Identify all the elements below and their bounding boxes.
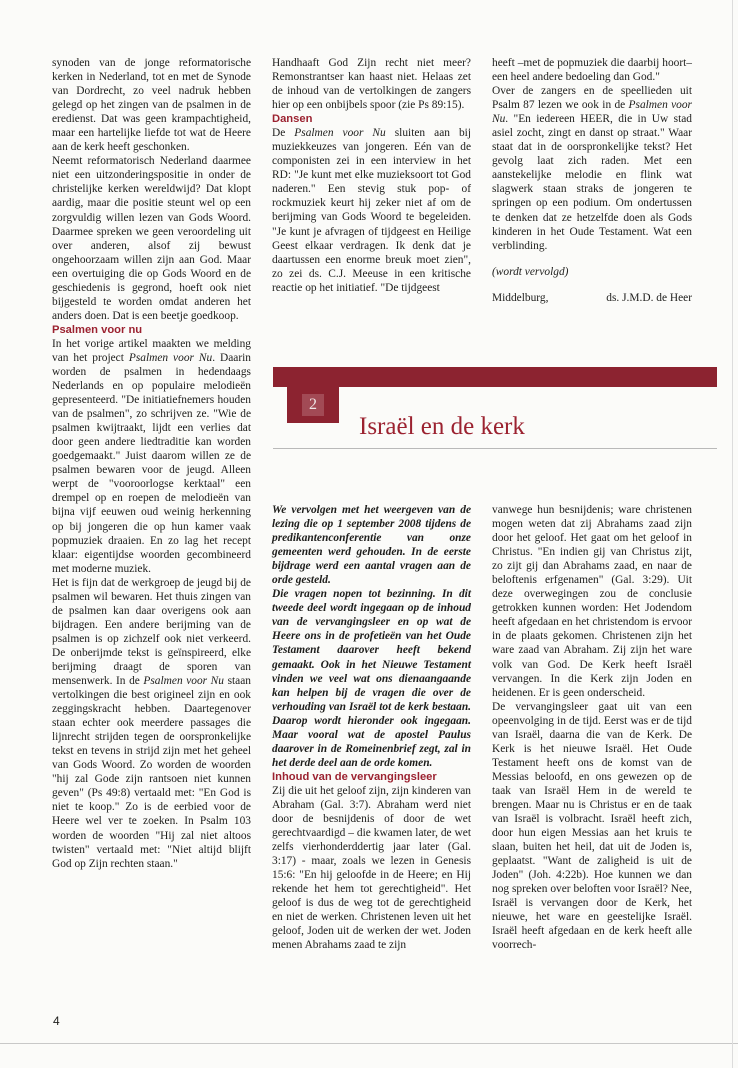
heading-inhoud-vervangingsleer: Inhoud van de vervangingsleer: [272, 770, 437, 783]
signature: [492, 291, 692, 305]
page-number: 4: [53, 1014, 60, 1028]
col2-paragraph-1: Handhaaft God Zijn recht niet meer? Remonstrantser kan haast niet. Helaas zet de inhoud van de vertolkingen de zangers hier op een onbijbels spoor (zie Ps 89:15).: [272, 57, 471, 112]
column-5: [492, 503, 692, 953]
col1-paragraph-3: In het vorige artikel maakten we melding van het project Psalmen voor Nu. Daarin worden de psalmen in hedendaags Nederlands en op populaire melodieën gepresenteerd. "De initiatiefnemers houden van de psalmen", zo schrijven ze. "Wie de psalmen kwijtraakt, lijdt een verlies dat door geen andere liedtraditie kan worden goedgemaakt." Juist daarom willen ze de psalmen bewaren voor de jeugd. Alleen werpt de "vooroorlogse kerktaal" een drempel op en roepen de melodieën van bijna vijf eeuwen oud weinig herkenning op bij jongeren die op hun kamer vaak popmuziek draaien. En zo lag het recept klaar: eigentijdse woorden gecombineerd met moderne muziek.: [52, 337, 252, 575]
banner-bar: [273, 367, 717, 387]
col1-paragraph-2: Neemt reformatorisch Nederland daarmee niet een uitzonderingspositie in onder de christelijke kerken wereldwijd? Dat klopt aardig, maar die positie steunt wel op een zorgvuldig willen lezen van Gods Woord. Daarmee spreken we geen veroordeling uit over anderen, alsof zij bewust ongehoorzaam willen zijn aan God. Maar een overtuiging die op Gods Woord en de geschiedenis is gegrond, hoeft ook niet bijgesteld te worden omdat anderen het anders doen. Dat is een beetje goedkoop.: [52, 155, 251, 322]
heading-dansen: Dansen: [272, 113, 313, 126]
col5-paragraph-1: vanwege hun besnijdenis; ware christenen mogen weten dat zij Abrahams zaad zijn door het geloof. Het gaat om het geloof in Christus. "En indien gij van Christus zijt, zo zijt gij dan Abrahams zaad, en naar de beloftenis erfgenamen" (Gal. 3:29). Uit deze overwegingen zou de conclusie getrokken kunnen worden: Het Jodendom heeft afgedaan en het christendom is ervoor in de plaats gekomen. Christenen zijn het ware zaad van Abraham. Zij zijn het ware volk van God. De Kerk heeft Israël vervangen. In die Kerk zijn Joden en heidenen. Er is geen onderscheid.: [492, 504, 692, 699]
intro-paragraph-1: We vervolgen met het weergeven van de lezing die op 1 september 2008 tijdens de predikantenconferentie van onze gemeenten werd gehouden. In de eerste bijdrage werd een aantal vragen aan de orde gesteld.: [272, 504, 471, 587]
heading-psalmen-voor-nu: Psalmen voor nu: [52, 323, 143, 336]
col3-paragraph-1: heeft –met de popmuziek die daarbij hoort– een heel andere bedoeling dan God.": [492, 57, 692, 84]
signature-place: Middelburg,: [492, 291, 549, 304]
signature-name: ds. J.M.D. de Heer: [606, 291, 692, 304]
page-edge: [732, 0, 733, 1068]
col4-paragraph-1: Zij die uit het geloof zijn, zijn kinderen van Abraham (Gal. 3:7). Abraham werd niet door de besnijdenis of door de wet gerechtvaardigd – die kwamen later, de wet zelfs vierhonderddertig jaar later (Gal. 3:17) - maar, zoals we lezen in Genesis 15:6: "En hij geloofde in de Heere; en Hij rekende het hem tot gerechtigheid". Het geloof is dus de weg tot de gerechtigheid en niet de werken. Christenen leven uit het geloof, Joden uit de werken der wet. Joden menen Abrahams zaad te zijn: [272, 784, 471, 952]
col5-paragraph-2: De vervangingsleer gaat uit van een opeenvolging in de tijd. Eerst was er de tijd van Israël, daarna die van de Kerk. De Kerk is het nieuwe Israël. Het Oude Testament heeft ons de komst van de Messias beloofd, en ons gewezen op de taak van Israël Hem in de wereld te brengen. Maar nu is Christus er en de taak van Israël is volbracht. Israël heeft zich, door hun eigen Messias aan het kruis te slaan, buiten het heil, dat uit de Joden is, geplaatst. "Want de zaligheid is uit de Joden" (Joh. 4:22b). Hoe kunnen we dan nog spreken over beloften voor Israël? Nee, Israël is vervangen door de Kerk, het nieuwe, het ware en geestelijke Israël. Israël heeft afgedaan en de kerk heeft alle voorrech-: [492, 700, 692, 952]
intro-paragraph-2: Die vragen nopen tot bezinning. In dit tweede deel wordt ingegaan op de inhoud van de vervangingsleer en op wat de Heere ons in de profetieën van het Oude Testament daarover heeft bekend gemaakt. Ook in het Nieuwe Testament vinden we veel wat ons dienaangaande kan helpen bij de vragen die over de verhouding van Israël tot de kerk bestaan. Daarop wordt hieronder ook ingegaan. Maar vooral wat de apostel Paulus daarover in de Romeinenbrief zegt, zal in het derde deel aan de orde komen.: [272, 588, 471, 769]
col1-paragraph-1: synoden van de jonge reformatorische kerken in Nederland, tot en met de Synode van Dordrecht, zo veel nadruk hebben gelegd op het zingen van de psalmen in de eredienst. Dat was geen krampachtigheid, maar een hartelijke liefde tot wat de Heere aan de kerk heeft geschonken.: [52, 57, 251, 154]
col2-paragraph-2: De Psalmen voor Nu sluiten aan bij muziekkeuzes van jongeren. Eén van de componisten zei in een interview in het RD: "Je kunt met elke muzieksoort tot God naderen." Een stevig stuk pop- of rockmuziek keurt hij zeker niet af om de berijming van Gods Woord te begeleiden. "Je kunt je afvragen of tijdgeest en Heilige Geest elkaar verdragen. Ik denk dat je daartussen een enorme breuk moet zien", zo zei ds. C.J. Meeuse in een kritische reactie op het initiatief. "De tijdgeest: [272, 127, 471, 294]
column-3: [492, 56, 692, 305]
col1-paragraph-4: Het is fijn dat de werkgroep de jeugd bij de psalmen wil bewaren. Het thuis zingen van de psalmen kan daar overigens ook aan bijdragen. Een andere berijming van de psalmen is op zichzelf ook niet verkeerd. De onberijmde tekst is geïnspireerd, elke berijming draagt de sporen van mensenwerk. In de Psalmen voor Nu staan vertolkingen die best origineel zijn en ook zeggingskracht hebben. Daartegenover staan echter ook meerdere passages die lijnrecht strijden tegen de oorspronkelijke tekst en tevens in strijd zijn met het geheel van Gods Woord. Zo worden de woorden "hij zal Gode zijn rantsoen niet kunnen geven" (Ps 49:8) vertaald met: "En God is niet te koop." Zo is de eerbied voor de Heere wel ver te zoeken. In Psalm 103 worden de woorden "Hij zal niet altoos twisten" vertaald met: "Niet altijd blijft God op Zijn rechten staan.": [52, 576, 251, 870]
section-number: 2: [302, 394, 324, 416]
column-4: [272, 503, 471, 952]
section-title: Israël en de kerk: [359, 413, 525, 440]
bottom-rule: [0, 1043, 738, 1044]
to-be-continued-note: (wordt vervolgd): [492, 265, 569, 278]
section-banner: [273, 367, 717, 449]
col3-paragraph-2: Over de zangers en de speellieden uit Psalm 87 lezen we ook in de Psalmen voor Nu. "En iedereen HEER, die in Uw stad asiel zocht, zingt en danst op straat." Waar staat dat in de oorspronkelijke tekst? Het gevolg laat zich raden. Met een aanstekelijke melodie en flink wat slagwerk staan straks de jongeren te springen op een podium. Om ondertussen te denken dat ze hetzelfde doen als Gods kinderen in het Oude Testament. Wat een verblinding.: [492, 85, 692, 252]
column-2: [272, 56, 471, 295]
banner-rule: [273, 448, 717, 449]
column-1: [52, 56, 251, 871]
section-number-box: [287, 387, 339, 423]
